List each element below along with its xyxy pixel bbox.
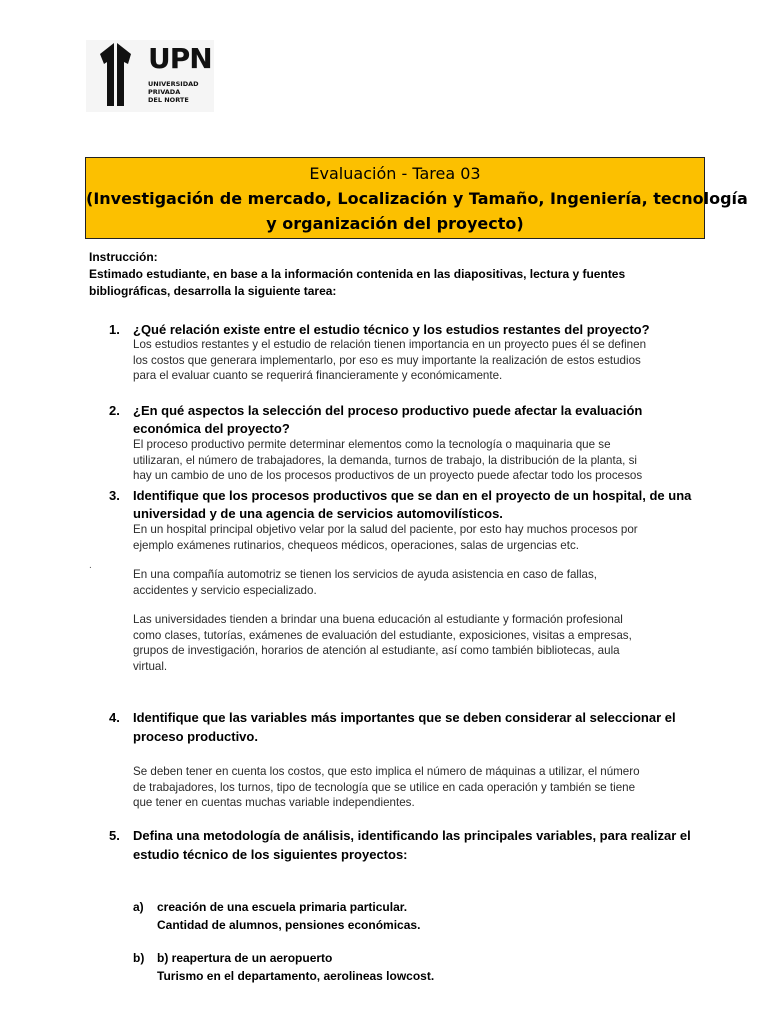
title-line-3: y organización del proyecto) bbox=[266, 214, 524, 233]
title-box bbox=[85, 157, 748, 239]
instructions-line-1: Estimado estudiante, en base a la información contenida en las diapositivas, lectura y fuentes bbox=[89, 267, 626, 281]
question-number: 5. bbox=[109, 828, 120, 843]
question-text: económica del proyecto? bbox=[133, 421, 290, 436]
title-line-2: (Investigación de mercado, Localización y Tamaño, Ingeniería, tecnología bbox=[86, 189, 748, 208]
subitem-title: b) reapertura de un aeropuerto bbox=[157, 951, 333, 965]
question-text: proceso productivo. bbox=[133, 729, 258, 744]
answer-line: ejemplo exámenes rutinarios, chequeos médicos, operaciones, salas de urgencias etc. bbox=[133, 538, 579, 552]
answer-line: que tener en cuentas muchas variable independientes. bbox=[133, 796, 415, 809]
upn-arrow-mark-icon bbox=[86, 40, 148, 112]
answer-2 bbox=[133, 437, 696, 484]
answer-line: accidentes y servicio especializado. bbox=[133, 583, 317, 597]
question-text: Identifique que los procesos productivos que se dan en el proyecto de un hospital, de una bbox=[133, 488, 692, 503]
question-number: 3. bbox=[109, 488, 120, 503]
subitem-detail: Cantidad de alumnos, pensiones económicas. bbox=[157, 918, 421, 932]
answer-line: virtual. bbox=[133, 659, 168, 673]
answer-3-university bbox=[133, 612, 696, 674]
upn-logo bbox=[86, 40, 214, 112]
answer-line: El proceso productivo permite determinar elementos como la tecnología o maquinaria que se bbox=[133, 438, 611, 451]
question-number: 2. bbox=[109, 403, 120, 418]
instructions-heading: Instrucción: bbox=[89, 250, 158, 264]
question-text: Identifique que las variables más importantes que se deben considerar al seleccionar el bbox=[133, 710, 676, 725]
answer-3-hospital bbox=[133, 522, 696, 553]
brand-subtitle: UNIVERSIDAD PRIVADA DEL NORTE bbox=[148, 80, 199, 104]
answer-line: grupos de investigación, horarios de atención al estudiante, así como también bibliotecas, aula bbox=[133, 644, 620, 657]
instructions bbox=[89, 249, 709, 300]
question-text: ¿En qué aspectos la selección del proceso productivo puede afectar la evaluación bbox=[133, 403, 643, 418]
answer-line: Las universidades tienden a brindar una buena educación al estudiante y formación profesional bbox=[133, 613, 623, 626]
question-number: 1. bbox=[109, 322, 120, 337]
answer-line: hay un cambio de uno de los procesos productivos de un proyecto puede afectar todo los procesos bbox=[133, 469, 643, 482]
answer-line: En una compañía automotriz se tienen los servicios de ayuda asistencia en caso de fallas, bbox=[133, 568, 598, 581]
answer-line: los costos que generara implementarlo, por eso es muy importante la realización de estos estudios bbox=[133, 353, 641, 367]
answer-line: utilizaran, el número de trabajadores, la demanda, turnos de trabajo, la distribución de la planta, si bbox=[133, 453, 637, 467]
answer-3-automotive bbox=[133, 567, 696, 598]
question-text: universidad y de una agencia de servicios automovilísticos. bbox=[133, 506, 503, 521]
answer-line: En un hospital principal objetivo velar por la salud del paciente, por esto hay muchos procesos por bbox=[133, 523, 638, 536]
subitem-letter: b) bbox=[133, 951, 145, 965]
subitem-title: creación de una escuela primaria particular. bbox=[157, 900, 408, 914]
answer-line: Los estudios restantes y el estudio de relación tienen importancia en un proyecto pues él se definen bbox=[133, 338, 647, 351]
answer-4 bbox=[133, 764, 696, 811]
answer-line: Se deben tener en cuenta los costos, que esto implica el número de máquinas a utilizar, el número bbox=[133, 765, 640, 778]
subitem-letter: a) bbox=[133, 900, 144, 914]
answer-line: como clases, tutorías, exámenes de evaluación del estudiante, exposiciones, visitas a empresas, bbox=[133, 628, 632, 642]
subitem-detail: Turismo en el departamento, aerolineas lowcost. bbox=[157, 969, 435, 983]
answer-line: de trabajadores, los turnos, tipo de tecnología que se utilice en cada operación y también se tiene bbox=[133, 780, 636, 794]
instructions-line-2: bibliográficas, desarrolla la siguiente tarea: bbox=[89, 284, 337, 298]
answer-line: para el evaluar cuanto se requerirá financieramente y económicamente. bbox=[133, 369, 503, 382]
question-number: 4. bbox=[109, 710, 120, 725]
margin-mark: . bbox=[89, 560, 92, 571]
question-text: Defina una metodología de análisis, identificando las principales variables, para realizar el bbox=[133, 828, 691, 843]
answer-1 bbox=[133, 337, 696, 384]
question-text: ¿Qué relación existe entre el estudio técnico y los estudios restantes del proyecto? bbox=[133, 322, 650, 337]
brand-wordmark: UPN bbox=[148, 42, 212, 75]
question-text: estudio técnico de los siguientes proyectos: bbox=[133, 847, 408, 862]
title-line-1: Evaluación - Tarea 03 bbox=[309, 164, 481, 183]
